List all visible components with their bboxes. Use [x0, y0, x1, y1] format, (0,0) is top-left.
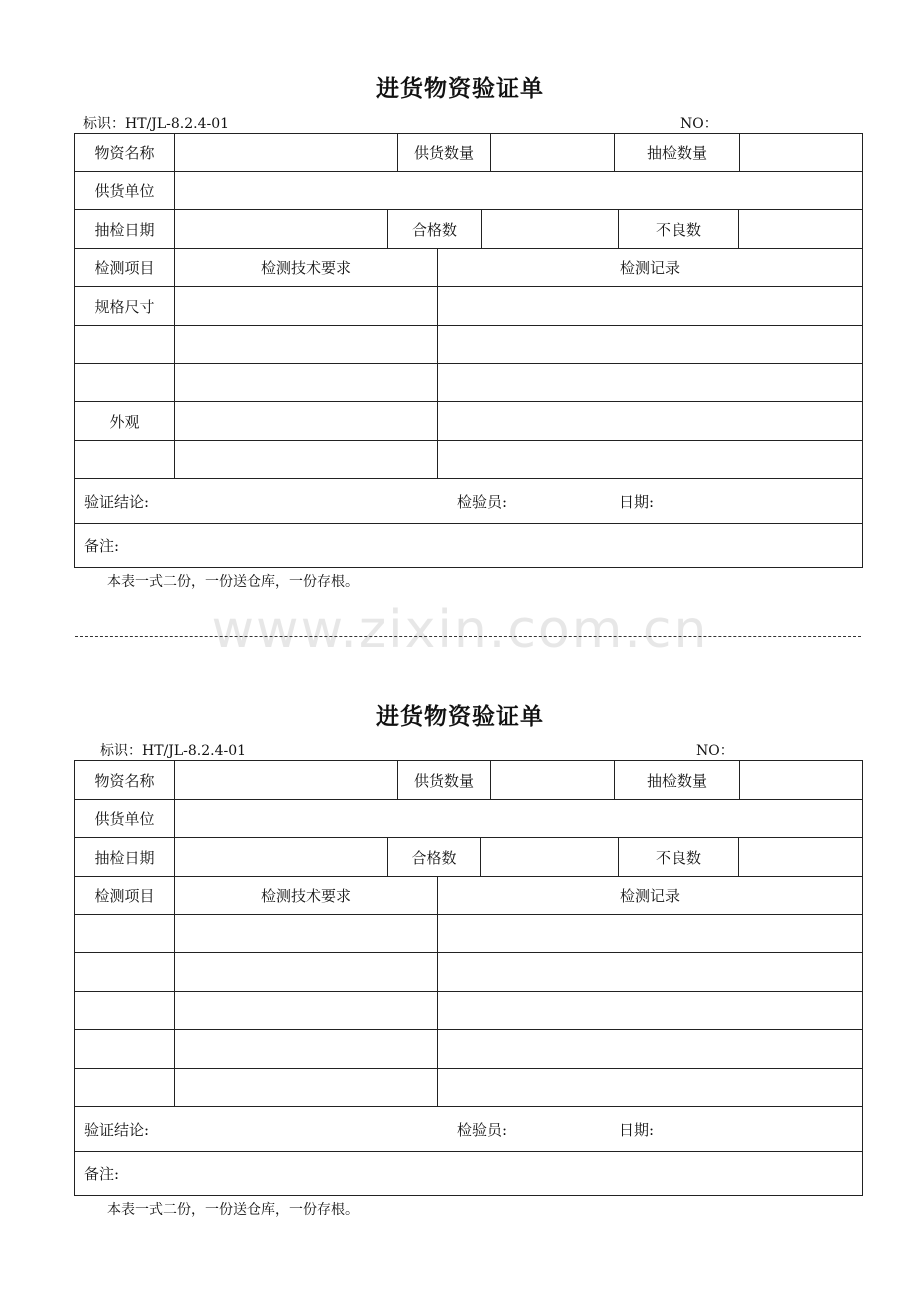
qualified-label: 合格数	[411, 848, 457, 867]
table-row-item: 规格尺寸	[94, 297, 155, 316]
defective-field[interactable]	[739, 210, 862, 248]
date-label: 日期:	[619, 1120, 655, 1139]
supply-qty-label: 供货数量	[413, 144, 474, 162]
sample-date-label: 抽检日期	[94, 220, 155, 239]
table-row-item	[75, 364, 174, 401]
cut-line	[75, 636, 861, 637]
supplier-field[interactable]	[175, 800, 862, 837]
form-no-label: NO：	[680, 116, 718, 132]
defective-field[interactable]	[739, 838, 862, 876]
requirement-header: 检测技术要求	[260, 259, 351, 277]
sample-date-field[interactable]	[175, 838, 387, 876]
form-id-label: 标识：HT/JL-8.2.4-01	[83, 116, 230, 132]
remark-label: 备注:	[84, 1165, 120, 1183]
remark-label: 备注:	[84, 537, 120, 555]
record-header: 检测记录	[619, 887, 680, 905]
inspector-label: 检验员:	[457, 1120, 508, 1139]
material-name-label: 物资名称	[94, 144, 155, 162]
form-title: 进货物资验证单	[376, 75, 544, 102]
table-row-item	[75, 1069, 174, 1106]
date-label: 日期:	[619, 492, 655, 511]
inspector-label: 检验员:	[457, 492, 508, 511]
sample-qty-field[interactable]	[740, 134, 862, 171]
supply-qty-field[interactable]	[491, 134, 614, 171]
table-row-item	[75, 992, 174, 1029]
sample-qty-label: 抽检数量	[646, 771, 707, 790]
qualified-label: 合格数	[411, 220, 457, 239]
qualified-field[interactable]	[481, 838, 618, 876]
supply-qty-field[interactable]	[491, 761, 614, 799]
defective-label: 不良数	[655, 848, 701, 867]
table-row-item	[75, 953, 174, 991]
item-header: 检测项目	[94, 259, 155, 277]
sample-qty-field[interactable]	[740, 761, 862, 799]
supplier-field[interactable]	[175, 172, 862, 209]
table-row-item	[75, 326, 174, 363]
material-name-field[interactable]	[175, 761, 397, 799]
table-row-item	[75, 915, 174, 952]
supplier-label: 供货单位	[94, 810, 155, 828]
form-id-label: 标识：HT/JL-8.2.4-01	[100, 743, 247, 759]
table-row-item	[75, 1030, 174, 1068]
form-no-label: NO：	[696, 743, 734, 759]
sample-qty-label: 抽检数量	[646, 144, 707, 162]
conclusion-label: 验证结论:	[84, 492, 150, 511]
table-row-item	[75, 441, 174, 478]
sample-date-field[interactable]	[175, 210, 387, 248]
sample-date-label: 抽检日期	[94, 848, 155, 867]
watermark: www.zixin.com.cn	[211, 600, 709, 660]
footnote: 本表一式二份，一份送仓库，一份存根。	[107, 1202, 359, 1218]
table-row-item: 外观	[109, 412, 140, 431]
supplier-label: 供货单位	[94, 182, 155, 200]
material-name-field[interactable]	[175, 134, 397, 171]
material-name-label: 物资名称	[94, 771, 155, 790]
record-header: 检测记录	[619, 259, 680, 277]
conclusion-label: 验证结论:	[84, 1120, 150, 1139]
requirement-header: 检测技术要求	[260, 887, 351, 905]
supply-qty-label: 供货数量	[413, 771, 474, 790]
defective-label: 不良数	[655, 220, 701, 239]
item-header: 检测项目	[94, 887, 155, 905]
footnote: 本表一式二份，一份送仓库，一份存根。	[107, 574, 359, 590]
form-title: 进货物资验证单	[376, 703, 544, 730]
qualified-field[interactable]	[482, 210, 618, 248]
